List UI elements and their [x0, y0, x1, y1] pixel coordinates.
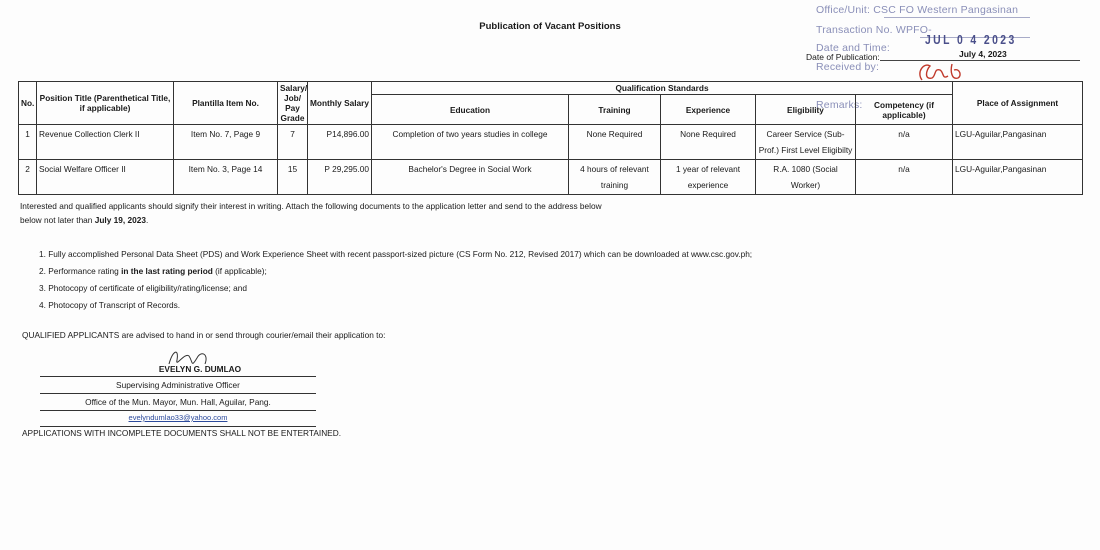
cell-monthly-salary: P 29,295.00 — [308, 160, 372, 195]
cell-experience: 1 year of relevant experience — [661, 160, 756, 195]
requirement-emphasis: in the last rating period — [121, 266, 213, 276]
publication-date-label: Date of Publication: — [806, 52, 880, 62]
page-title: Publication of Vacant Positions — [479, 21, 621, 32]
instructions-line-2-suffix: . — [145, 215, 149, 225]
signatory-office: Office of the Mun. Mayor, Mun. Hall, Aguilar, Pang. — [85, 397, 271, 407]
list-item — [39, 297, 1079, 314]
col-header-position-title: Position Title (Parenthetical Title, if applicable) — [37, 82, 174, 125]
col-header-training: Training — [569, 95, 661, 125]
col-header-qualification-standards: Qualification Standards — [372, 82, 953, 95]
cell-plantilla: Item No. 7, Page 9 — [174, 125, 278, 160]
col-header-competency: Competency (if applicable) — [856, 95, 953, 125]
cell-no: 2 — [19, 160, 37, 195]
instructions — [20, 199, 1080, 227]
instructions-line-2 — [20, 213, 1080, 227]
list-item — [39, 246, 1079, 263]
col-header-plantilla: Plantilla Item No. — [174, 82, 278, 125]
cell-plantilla: Item No. 3, Page 14 — [174, 160, 278, 195]
stamp-datetime-label: Date and Time: — [816, 42, 891, 54]
instructions-line-1: Interested and qualified applicants should signify their interest in writing. Attach the following documents to the application letter and send to the address below — [20, 201, 602, 211]
cell-place-of-assignment: LGU-Aguilar,Pangasinan — [953, 125, 1083, 160]
list-item — [39, 280, 1079, 297]
stamp-transaction: Transaction No. WPFO- — [816, 24, 932, 36]
vacant-positions-table — [18, 81, 1083, 195]
cell-experience: None Required — [661, 125, 756, 160]
submission-advice: QUALIFIED APPLICANTS are advised to hand in or send through courier/email their application to: — [22, 330, 386, 340]
cell-education: Bachelor's Degree in Social Work — [372, 160, 569, 195]
requirement-text: 4. Photocopy of Transcript of Records. — [39, 300, 181, 310]
signature-line — [40, 376, 316, 377]
cell-competency: n/a — [856, 160, 953, 195]
stamp-date: JUL 0 4 2023 — [925, 32, 1017, 47]
signatory-email-link[interactable]: evelyndumlao33@yahoo.com — [128, 413, 228, 422]
col-header-eligibility: Eligibility — [756, 95, 856, 125]
cell-education: Completion of two years studies in college — [372, 125, 569, 160]
col-header-education: Education — [372, 95, 569, 125]
cell-pay-grade: 15 — [278, 160, 308, 195]
publication-underline — [880, 60, 1080, 61]
cell-position-title: Social Welfare Officer II — [37, 160, 174, 195]
col-header-monthly-salary: Monthly Salary — [308, 82, 372, 125]
stamp-remarks: Remarks: — [816, 99, 863, 111]
cell-eligibility: R.A. 1080 (Social Worker) — [756, 160, 856, 195]
cell-monthly-salary: P14,896.00 — [308, 125, 372, 160]
signature-line — [40, 393, 316, 394]
cell-position-title: Revenue Collection Clerk II — [37, 125, 174, 160]
stamp-office: Office/Unit: CSC FO Western Pangasinan — [816, 4, 1019, 16]
requirement-text: 1. Fully accomplished Personal Data Sheet (PDS) and Work Experience Sheet with recent passport-sized picture (CS Form No. 212, Revised 2017) which can be downloaded at www.csc.gov.ph; — [39, 249, 753, 259]
cell-pay-grade: 7 — [278, 125, 308, 160]
cell-place-of-assignment: LGU-Aguilar,Pangasinan — [953, 160, 1083, 195]
requirement-text: 2. Performance rating — [39, 266, 122, 276]
list-item — [39, 263, 1079, 280]
stamp-line — [884, 17, 1030, 18]
table-row — [19, 160, 1083, 195]
col-header-experience: Experience — [661, 95, 756, 125]
requirement-text-suffix: (if applicable); — [212, 266, 267, 276]
cell-training: None Required — [569, 125, 661, 160]
signatory-name: EVELYN G. DUMLAO — [158, 364, 242, 374]
cell-competency: n/a — [856, 125, 953, 160]
requirements-list — [39, 246, 1079, 314]
col-header-place-of-assignment: Place of Assignment — [953, 82, 1083, 125]
publication-date: July 4, 2023 — [959, 49, 1007, 59]
signatory-position: Supervising Administrative Officer — [116, 380, 240, 390]
stamp-received: Received by: — [816, 61, 880, 73]
instructions-line-2-prefix: below not later than — [20, 215, 95, 225]
col-header-pay-grade: Salary/ Job/ Pay Grade — [278, 82, 308, 125]
cell-training: 4 hours of relevant training — [569, 160, 661, 195]
col-header-no: No. — [19, 82, 37, 125]
table-row — [19, 125, 1083, 160]
signature-line — [40, 410, 316, 411]
incomplete-documents-notice: APPLICATIONS WITH INCOMPLETE DOCUMENTS SHALL NOT BE ENTERTAINED. — [22, 428, 342, 438]
cell-eligibility: Career Service (Sub-Prof.) First Level Eligibilty — [756, 125, 856, 160]
cell-no: 1 — [19, 125, 37, 160]
application-deadline: July 19, 2023 — [94, 215, 146, 225]
requirement-text: 3. Photocopy of certificate of eligibility/rating/license; and — [39, 283, 247, 293]
